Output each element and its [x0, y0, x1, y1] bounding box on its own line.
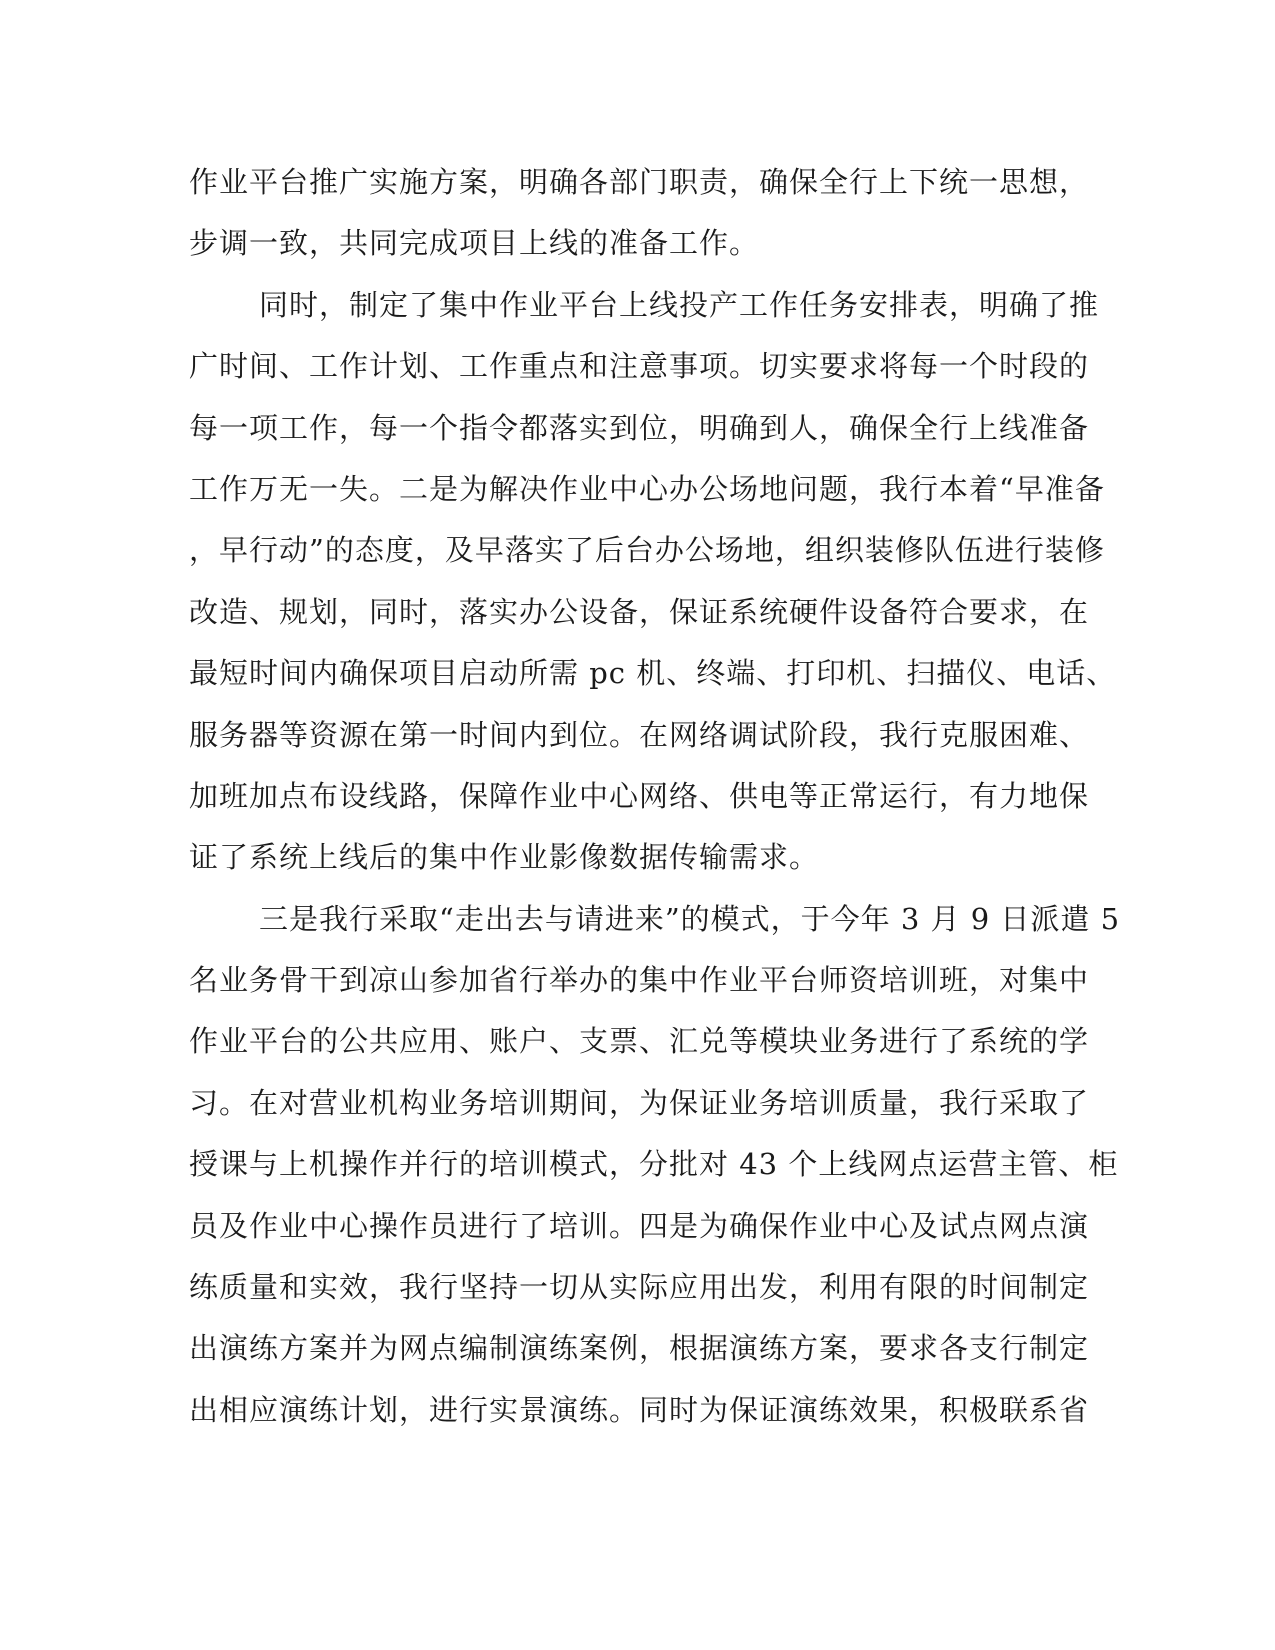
text-line: 证了系统上线后的集中作业影像数据传输需求。	[189, 840, 820, 875]
text-line: 出演练方案并为网点编制演练案例，根据演练方案，要求各支行制定	[189, 1331, 1090, 1366]
text-line: 作业平台的公共应用、账户、支票、汇兑等模块业务进行了系统的学	[189, 1024, 1090, 1059]
text-line: 服务器等资源在第一时间内到位。在网络调试阶段，我行克服困难、	[189, 717, 1090, 752]
text-line: 工作万无一失。二是为解决作业中心办公场地问题，我行本着“早准备	[189, 471, 1105, 506]
text-line: 广时间、工作计划、工作重点和注意事项。切实要求将每一个时段的	[189, 349, 1090, 384]
text-line: 授课与上机操作并行的培训模式，分批对 43 个上线网点运营主管、柜	[189, 1147, 1119, 1182]
text-line: 名业务骨干到凉山参加省行举办的集中作业平台师资培训班，对集中	[189, 963, 1090, 998]
text-line: 加班加点布设线路，保障作业中心网络、供电等正常运行，有力地保	[189, 778, 1090, 813]
text-line: 每一项工作，每一个指令都落实到位，明确到人，确保全行上线准备	[189, 410, 1090, 445]
text-line: 最短时间内确保项目启动所需 pc 机、终端、打印机、扫描仪、电话、	[189, 656, 1117, 691]
text-line: 三是我行采取“走出去与请进来”的模式，于今年 3 月 9 日派遣 5	[259, 901, 1121, 936]
text-line: 改造、规划，同时，落实办公设备，保证系统硬件设备符合要求，在	[189, 594, 1090, 629]
text-line: 习。在对营业机构业务培训期间，为保证业务培训质量，我行采取了	[189, 1085, 1090, 1120]
document-body	[189, 162, 1121, 1451]
text-line: 步调一致，共同完成项目上线的准备工作。	[189, 226, 760, 261]
text-line: 员及作业中心操作员进行了培训。四是为确保作业中心及试点网点演	[189, 1208, 1090, 1243]
text-line: 练质量和实效，我行坚持一切从实际应用出发，利用有限的时间制定	[189, 1270, 1090, 1305]
text-line: 同时，制定了集中作业平台上线投产工作任务安排表，明确了推	[259, 287, 1100, 322]
text-line: ，早行动”的态度，及早落实了后台办公场地，组织装修队伍进行装修	[189, 533, 1105, 568]
text-line: 作业平台推广实施方案，明确各部门职责，确保全行上下统一思想，	[189, 165, 1090, 199]
text-line: 出相应演练计划，进行实景演练。同时为保证演练效果，积极联系省	[189, 1392, 1090, 1427]
